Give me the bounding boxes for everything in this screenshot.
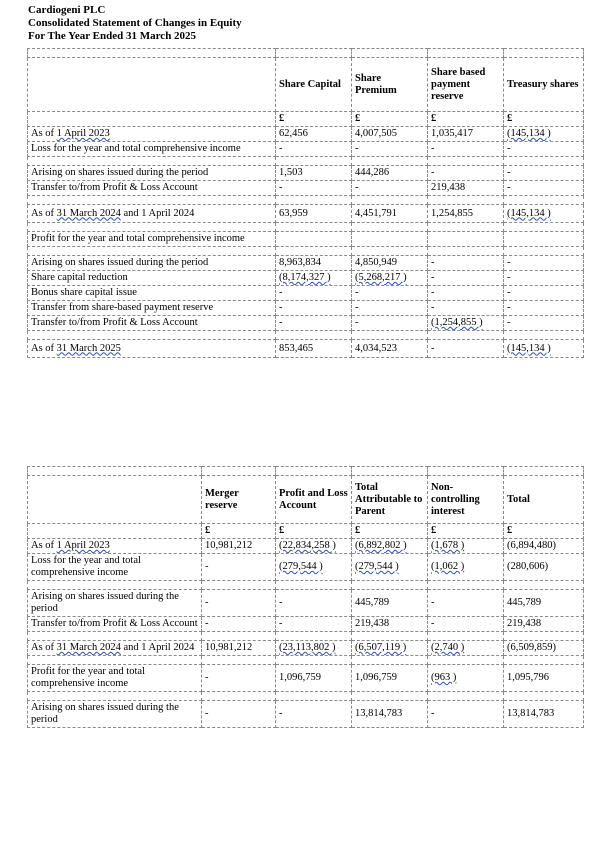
cell: - <box>504 301 584 316</box>
cell: - <box>276 301 352 316</box>
cell: - <box>352 301 428 316</box>
col-share-capital: Share Capital <box>276 58 352 112</box>
table-row <box>28 316 584 331</box>
spacer-row <box>28 196 584 205</box>
row-label: Arising on shares issued during the period <box>28 590 202 617</box>
row-label: As of 31 March 2025 <box>28 340 276 358</box>
company-name: Cardiogeni PLC <box>28 4 106 16</box>
cell: 4,034,523 <box>352 340 428 358</box>
cell: - <box>504 142 584 157</box>
cell: (279,544 ) <box>352 554 428 581</box>
cell: - <box>276 617 352 632</box>
cell: 219,438 <box>428 181 504 196</box>
cell: (22,834,258 ) <box>276 539 352 554</box>
table-row <box>28 256 584 271</box>
cell: - <box>504 166 584 181</box>
currency-symbol: £ <box>202 524 276 539</box>
table-row <box>28 701 584 728</box>
cell: (5,268,217 ) <box>352 271 428 286</box>
cell: 445,789 <box>352 590 428 617</box>
col-non-controlling-interest: Non-controlling interest <box>428 476 504 524</box>
table-row <box>28 181 584 196</box>
row-label: Loss for the year and total comprehensive income <box>28 142 276 157</box>
table-row <box>28 617 584 632</box>
cell: 4,451,791 <box>352 205 428 223</box>
cell: (23,113,802 ) <box>276 641 352 656</box>
cell: 1,096,759 <box>352 665 428 692</box>
row-label: Profit for the year and total comprehensive income <box>28 232 276 247</box>
date-link[interactable]: 31 March 2024 <box>56 642 121 653</box>
cell: (1,254,855 ) <box>428 316 504 331</box>
row-label: Arising on shares issued during the period <box>28 256 276 271</box>
cell: (1,678 ) <box>428 539 504 554</box>
cell: - <box>428 301 504 316</box>
cell: - <box>504 271 584 286</box>
table-row <box>28 539 584 554</box>
cell: (145,134 ) <box>504 127 584 142</box>
currency-symbol: £ <box>504 112 584 127</box>
currency-symbol: £ <box>276 112 352 127</box>
table-row <box>28 665 584 692</box>
cell: 853,465 <box>276 340 352 358</box>
cell: (1,062 ) <box>428 554 504 581</box>
currency-symbol: £ <box>428 112 504 127</box>
cell: - <box>428 701 504 728</box>
table-row <box>28 142 584 157</box>
row-label: Transfer to/from Profit & Loss Account <box>28 181 276 196</box>
cell: 219,438 <box>352 617 428 632</box>
cell: - <box>428 340 504 358</box>
table-row <box>28 232 584 247</box>
cell: 63,959 <box>276 205 352 223</box>
currency-symbol: £ <box>504 524 584 539</box>
cell: - <box>428 590 504 617</box>
table-row <box>28 554 584 581</box>
cell: 10,981,212 <box>202 641 276 656</box>
cell: 10,981,212 <box>202 539 276 554</box>
col-total: Total <box>504 476 584 524</box>
spacer-row <box>28 581 584 590</box>
statement-title: Consolidated Statement of Changes in Equity <box>28 17 242 29</box>
cell: 445,789 <box>504 590 584 617</box>
date-link[interactable]: 1 April 2023 <box>56 128 110 139</box>
cell: 4,850,949 <box>352 256 428 271</box>
cell: - <box>504 181 584 196</box>
cell <box>428 232 504 247</box>
spacer-row <box>28 223 584 232</box>
col-share-premium: Share Premium <box>352 58 428 112</box>
row-label: Transfer to/from Profit & Loss Account <box>28 617 202 632</box>
spacer-row <box>28 331 584 340</box>
row-label: Arising on shares issued during the period <box>28 166 276 181</box>
cell <box>352 232 428 247</box>
spacer-row <box>28 692 584 701</box>
cell: - <box>428 166 504 181</box>
currency-symbol: £ <box>428 524 504 539</box>
cell: 4,007,505 <box>352 127 428 142</box>
row-label: As of 1 April 2023 <box>28 539 202 554</box>
date-link[interactable]: 31 March 2025 <box>56 342 121 354</box>
table-row <box>28 641 584 656</box>
cell: - <box>276 590 352 617</box>
cell: 62,456 <box>276 127 352 142</box>
cell: 1,503 <box>276 166 352 181</box>
cell: (6,507,119 ) <box>352 641 428 656</box>
cell: (8,174,327 ) <box>276 271 352 286</box>
cell: - <box>202 554 276 581</box>
cell: - <box>352 142 428 157</box>
currency-symbol: £ <box>352 524 428 539</box>
table-row <box>28 271 584 286</box>
equity-table-1 <box>27 48 584 358</box>
cell: 1,035,417 <box>428 127 504 142</box>
cell: (6,509,859) <box>504 641 584 656</box>
row-label: As of 31 March 2024 and 1 April 2024 <box>28 641 202 656</box>
row-label: Transfer to/from Profit & Loss Account <box>28 316 276 331</box>
col-treasury-shares: Treasury shares <box>504 58 584 112</box>
date-link[interactable]: 1 April 2023 <box>56 540 110 551</box>
table-header-row <box>28 476 584 524</box>
col-profit-and-loss-account: Profit and Loss Account <box>276 476 352 524</box>
row-label: As of 1 April 2023 <box>28 127 276 142</box>
row-label: Loss for the year and total comprehensive income <box>28 554 202 581</box>
cell: - <box>504 316 584 331</box>
cell: (145,134 ) <box>504 340 584 358</box>
table-row <box>28 127 584 142</box>
spacer-row <box>28 656 584 665</box>
cell: - <box>276 286 352 301</box>
cell: - <box>504 256 584 271</box>
currency-symbol: £ <box>276 524 352 539</box>
table-header-row <box>28 58 584 112</box>
cell: 1,254,855 <box>428 205 504 223</box>
cell: - <box>276 181 352 196</box>
currency-symbol: £ <box>352 112 428 127</box>
spacer-row <box>28 247 584 256</box>
table-row <box>28 205 584 223</box>
row-label: Transfer from share-based payment reserve <box>28 301 276 316</box>
row-label: Share capital reduction <box>28 271 276 286</box>
cell: - <box>428 271 504 286</box>
cell: - <box>352 316 428 331</box>
cell: - <box>202 701 276 728</box>
cell: - <box>428 256 504 271</box>
cell: - <box>276 316 352 331</box>
cell: 1,095,796 <box>504 665 584 692</box>
cell <box>276 232 352 247</box>
cell: 1,096,759 <box>276 665 352 692</box>
table-row <box>28 286 584 301</box>
col-share-based-payment-reserve: Share based payment reserve <box>428 58 504 112</box>
cell: - <box>504 286 584 301</box>
cell: - <box>202 665 276 692</box>
cell: - <box>202 617 276 632</box>
cell <box>504 232 584 247</box>
spacer-row <box>28 49 584 58</box>
equity-table-2 <box>27 466 584 728</box>
cell: 8,963,834 <box>276 256 352 271</box>
cell: - <box>352 181 428 196</box>
cell: - <box>428 286 504 301</box>
table-row <box>28 340 584 358</box>
table-row <box>28 590 584 617</box>
spacer-row <box>28 157 584 166</box>
cell: (2,740 ) <box>428 641 504 656</box>
cell: (280,606) <box>504 554 584 581</box>
currency-row <box>28 112 584 127</box>
row-label: As of 31 March 2024 and 1 April 2024 <box>28 205 276 223</box>
spacer-row <box>28 632 584 641</box>
cell: 13,814,783 <box>504 701 584 728</box>
cell: (6,892,802 ) <box>352 539 428 554</box>
cell: - <box>428 617 504 632</box>
cell: 13,814,783 <box>352 701 428 728</box>
cell: - <box>276 701 352 728</box>
cell: (963 ) <box>428 665 504 692</box>
table-row <box>28 166 584 181</box>
cell: - <box>352 286 428 301</box>
row-label: Profit for the year and total comprehensive income <box>28 665 202 692</box>
cell: (145,134 ) <box>504 205 584 223</box>
statement-period: For The Year Ended 31 March 2025 <box>28 30 197 42</box>
cell: - <box>202 590 276 617</box>
cell: - <box>276 142 352 157</box>
table-row <box>28 301 584 316</box>
date-link[interactable]: 31 March 2024 <box>56 207 121 219</box>
cell: 444,286 <box>352 166 428 181</box>
cell: (279,544 ) <box>276 554 352 581</box>
currency-row <box>28 524 584 539</box>
col-merger-reserve: Merger reserve <box>202 476 276 524</box>
col-total-attributable-to-parent: Total Attributable to Parent <box>352 476 428 524</box>
cell: - <box>428 142 504 157</box>
cell: (6,894,480) <box>504 539 584 554</box>
cell: 219,438 <box>504 617 584 632</box>
spacer-row <box>28 467 584 476</box>
row-label: Arising on shares issued during the period <box>28 701 202 728</box>
row-label: Bonus share capital issue <box>28 286 276 301</box>
